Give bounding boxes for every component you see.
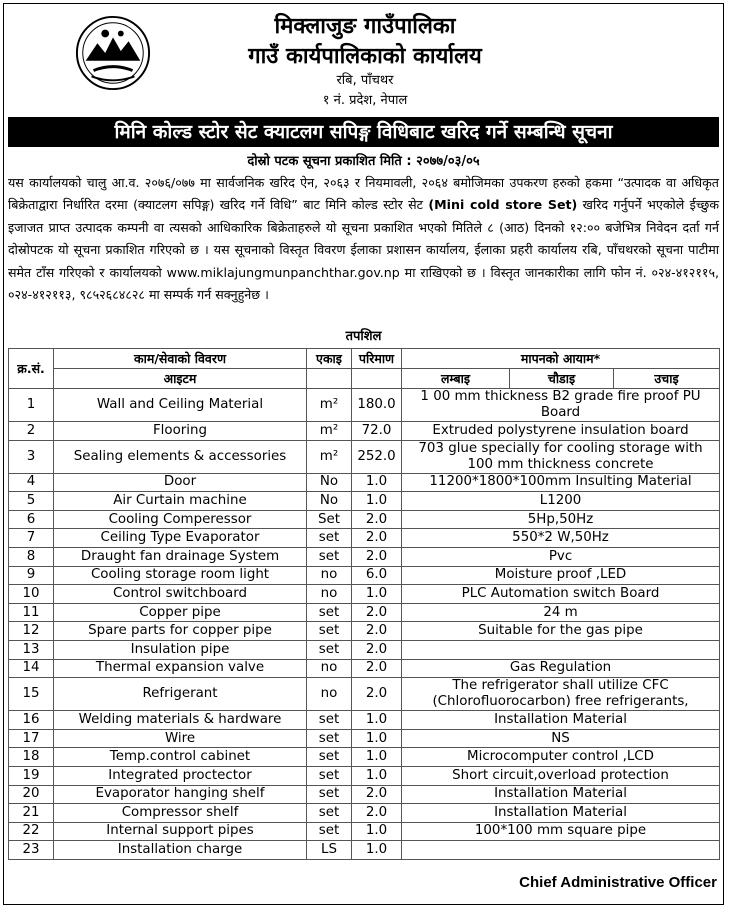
table-row [9,785,720,804]
row-item: Installation charge [54,841,307,860]
row-item: Flooring [54,422,307,441]
row-item: Evaporator hanging shelf [54,785,307,804]
row-unit: No [307,492,352,511]
col-header-sn: क्र.सं. [9,349,54,389]
table-row [9,729,720,748]
table-row [9,566,720,585]
row-sn: 6 [9,510,54,529]
row-qty: 2.0 [352,529,402,548]
row-qty: 252.0 [352,440,402,473]
row-item: Cooling storage room light [54,566,307,585]
row-sn: 4 [9,473,54,492]
row-spec: Gas Regulation [402,659,720,678]
row-spec: L1200 [402,492,720,511]
address-line-2: १ नं. प्रदेश, नेपाल [322,93,408,108]
row-spec: 5Hp,50Hz [402,510,720,529]
row-qty: 1.0 [352,473,402,492]
row-qty: 2.0 [352,622,402,641]
row-unit: set [307,729,352,748]
row-qty: 72.0 [352,422,402,441]
col-header-length: लम्बाइ [402,369,510,389]
row-unit: set [307,785,352,804]
address-line-1: रबि, पाँचथर [336,73,394,88]
table-row [9,711,720,730]
row-unit: m² [307,422,352,441]
row-spec: Pvc [402,547,720,566]
row-item: Thermal expansion valve [54,659,307,678]
row-spec: Extruded polystyrene insulation board [402,422,720,441]
row-item: Temp.control cabinet [54,748,307,767]
row-qty: 180.0 [352,389,402,422]
row-unit: set [307,804,352,823]
table-row [9,389,720,422]
row-item: Refrigerant [54,678,307,711]
table-row [9,748,720,767]
row-qty: 2.0 [352,804,402,823]
row-sn: 11 [9,603,54,622]
row-qty: 1.0 [352,748,402,767]
row-qty: 1.0 [352,492,402,511]
row-unit: no [307,566,352,585]
row-unit: m² [307,389,352,422]
notice-body-text-2: खरिद गर्नुपर्ने भएकोले ईच्छुक इजाजत प्राप्त उत्पादक कम्पनी वा त्यसको आधिकारिक बिक्रेताहरुले यो सूचना प्रकाशित भएको मितिले ८ (आठ) दिनको १२:०० बजेभित्र निवेदन दर्ता गर्न दोस्रोपटक यो सूचना प्रकाशित गरिएको छ । यस सूचनाको विस्तृत विवरण ईलाका प्रशासन कार्यालय, ईलाका प्रहरी कार्यालय रबि, पाँचथरको सूचना पाटीमा समेत टाँस गरिएको र कार्यालयको www.miklajungmunpanchthar.gov.np मा राखिएको छ । विस्तृत जानकारीका लागि फोन नं. ०२४-४१२११५, ०२४-४१२११३, ९८५२६८४८२८ मा सम्पर्क गर्न सक्नुहुनेछ । [8,197,719,303]
row-sn: 23 [9,841,54,860]
table-row [9,841,720,860]
row-item: Spare parts for copper pipe [54,622,307,641]
row-unit: no [307,659,352,678]
row-qty: 1.0 [352,766,402,785]
table-row [9,492,720,511]
row-sn: 3 [9,440,54,473]
table-row [9,510,720,529]
row-spec: Installation Material [402,785,720,804]
row-unit: set [307,547,352,566]
row-spec: 550*2 W,50Hz [402,529,720,548]
row-qty: 6.0 [352,566,402,585]
table-row [9,603,720,622]
row-spec: 24 m [402,603,720,622]
municipality-name: मिक्लाजुङ गाउँपालिका [274,14,456,39]
row-unit: set [307,748,352,767]
row-sn: 12 [9,622,54,641]
row-qty: 2.0 [352,785,402,804]
row-qty: 2.0 [352,640,402,659]
row-qty: 1.0 [352,729,402,748]
row-unit: set [307,822,352,841]
row-spec: 703 glue specially for cooling storage with 100 mm thickness concrete [402,440,720,473]
row-spec [402,640,720,659]
row-unit: set [307,603,352,622]
row-sn: 19 [9,766,54,785]
row-unit: Set [307,510,352,529]
row-sn: 7 [9,529,54,548]
row-unit: LS [307,841,352,860]
row-unit: set [307,640,352,659]
row-item: Welding materials & hardware [54,711,307,730]
table-row [9,822,720,841]
row-sn: 10 [9,585,54,604]
row-item: Wall and Ceiling Material [54,389,307,422]
row-sn: 14 [9,659,54,678]
table-row [9,804,720,823]
row-spec: 1 00 mm thickness B2 grade fire proof PU Board [402,389,720,422]
row-item: Integrated proctector [54,766,307,785]
table-row [9,659,720,678]
row-item: Air Curtain machine [54,492,307,511]
col-header-height: उचाइ [614,369,720,389]
row-spec: Moisture proof ,LED [402,566,720,585]
row-spec: Installation Material [402,804,720,823]
table-row [9,547,720,566]
row-spec: The refrigerator shall utilize CFC (Chlorofluorocarbon) free refrigerants, [402,678,720,711]
row-unit: set [307,766,352,785]
row-sn: 13 [9,640,54,659]
row-item: Wire [54,729,307,748]
row-sn: 15 [9,678,54,711]
row-spec: 100*100 mm square pipe [402,822,720,841]
table-row [9,622,720,641]
table-row [9,440,720,473]
row-sn: 22 [9,822,54,841]
row-unit: set [307,622,352,641]
table-row [9,640,720,659]
row-spec: Installation Material [402,711,720,730]
row-item: Draught fan drainage System [54,547,307,566]
row-qty: 2.0 [352,547,402,566]
row-item: Ceiling Type Evaporator [54,529,307,548]
office-name: गाउँ कार्यपालिकाको कार्यालय [248,44,482,69]
row-qty: 1.0 [352,841,402,860]
row-item: Compressor shelf [54,804,307,823]
row-spec: 11200*1800*100mm Insulting Material [402,473,720,492]
row-sn: 8 [9,547,54,566]
row-unit: set [307,711,352,730]
row-qty: 2.0 [352,603,402,622]
row-unit: No [307,473,352,492]
table-row [9,766,720,785]
row-sn: 18 [9,748,54,767]
row-qty: 2.0 [352,678,402,711]
row-item: Control switchboard [54,585,307,604]
row-sn: 20 [9,785,54,804]
col-header-dimension: मापनको आयाम* [402,349,720,369]
row-sn: 17 [9,729,54,748]
row-spec: NS [402,729,720,748]
row-spec: Suitable for the gas pipe [402,622,720,641]
row-item: Internal support pipes [54,822,307,841]
row-spec: Microcomputer control ,LCD [402,748,720,767]
notice-title: मिनि कोल्ड स्टोर सेट क्याटलग सपिङ्ग विधिबाट खरिद गर्ने सम्बन्धि सूचना [8,117,719,147]
table-row [9,422,720,441]
table-row [9,585,720,604]
col-header-unit: एकाइ [307,349,352,369]
row-sn: 21 [9,804,54,823]
row-qty: 1.0 [352,585,402,604]
notice-body [8,172,719,306]
row-qty: 2.0 [352,510,402,529]
row-spec: Short circuit,overload protection [402,766,720,785]
col-header-item: आइटम [54,369,307,389]
notice-body-bold: (Mini cold store Set) [428,197,578,213]
table-row [9,529,720,548]
col-header-width: चौडाइ [510,369,614,389]
table-row [9,473,720,492]
row-item: Cooling Comperessor [54,510,307,529]
schedule-heading: तपशिल [345,329,382,344]
items-table-body [9,389,720,860]
row-unit: m² [307,440,352,473]
table-row [9,678,720,711]
items-table [8,348,720,860]
row-unit: set [307,529,352,548]
col-header-work: काम/सेवाको विवरण [54,349,307,369]
row-item: Insulation pipe [54,640,307,659]
row-sn: 16 [9,711,54,730]
row-sn: 2 [9,422,54,441]
row-qty: 1.0 [352,822,402,841]
row-unit: no [307,585,352,604]
notice-body-text-1: यस कार्यालयको चालु आ.व. २०७६/०७७ मा सार्वजनिक खरिद ऐन, २०६३ र नियमावली, २०६४ बमोजिमका उपकरण हरुको हकमा “उत्पादक वा अधिकृत बिक्रेताद्वारा निर्धारित दरमा (क्याटलग सपिङ्ग) खरिद गर्ने विधि” बाट मिनि कोल्ड स्टोर सेट [8,175,719,213]
row-qty: 2.0 [352,659,402,678]
col-header-qty: परिमाण [352,349,402,369]
row-sn: 1 [9,389,54,422]
row-qty: 1.0 [352,711,402,730]
row-spec [402,841,720,860]
row-unit: no [307,678,352,711]
nepal-government-emblem [74,14,152,92]
row-sn: 5 [9,492,54,511]
row-spec: PLC Automation switch Board [402,585,720,604]
row-item: Door [54,473,307,492]
col-header-unit-blank [307,369,352,389]
row-sn: 9 [9,566,54,585]
row-item: Sealing elements & accessories [54,440,307,473]
row-item: Copper pipe [54,603,307,622]
signature-title: Chief Administrative Officer [519,874,717,891]
col-header-qty-blank [352,369,402,389]
publish-date: दोस्रो पटक सूचना प्रकाशित मिति : २०७७/०३/०५ [247,154,480,169]
